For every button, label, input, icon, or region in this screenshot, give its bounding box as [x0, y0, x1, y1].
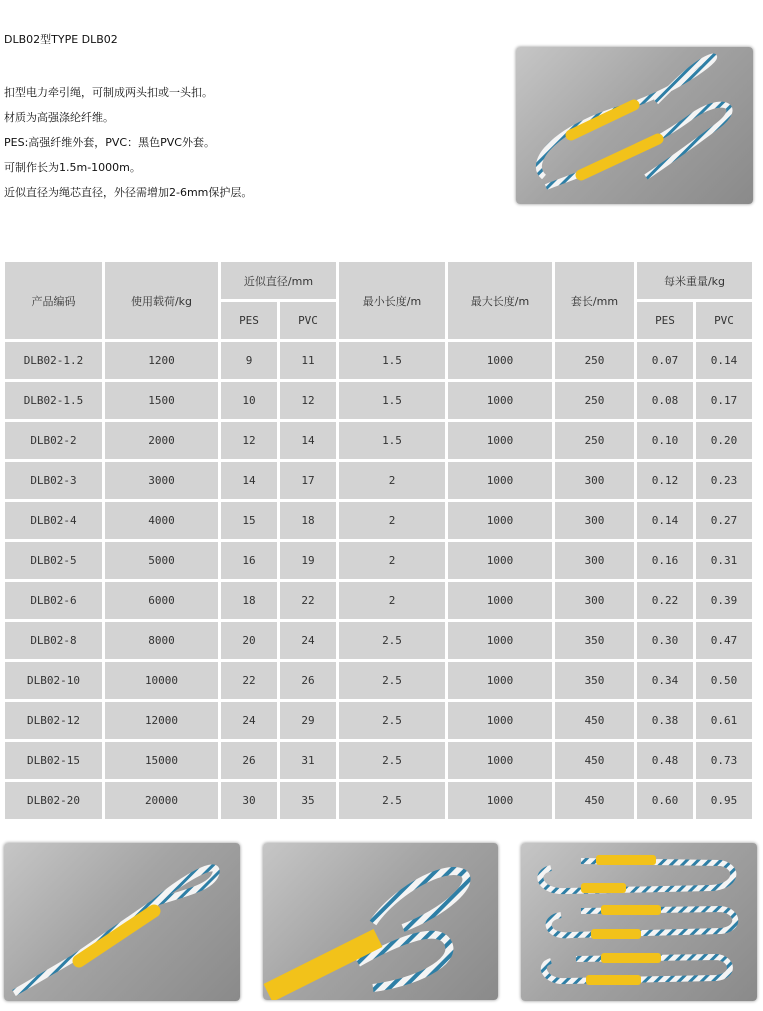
bottom-right-rope-photo: [521, 843, 757, 1001]
cell-dia-pvc: 26: [280, 662, 336, 699]
header-diameter-pes: PES: [221, 302, 277, 339]
cell-code: DLB02-2: [5, 422, 102, 459]
cell-weight-pvc: 0.39: [696, 582, 752, 619]
cell-load: 6000: [105, 582, 218, 619]
intro-line: 扣型电力牵引绳，可制成两头扣或一头扣。: [4, 86, 213, 99]
cell-weight-pes: 0.30: [637, 622, 693, 659]
header-working-load: 使用载荷/kg: [105, 262, 218, 339]
cell-min-length: 2.5: [339, 622, 445, 659]
cell-min-length: 2: [339, 582, 445, 619]
cell-code: DLB02-5: [5, 542, 102, 579]
cell-weight-pes: 0.38: [637, 702, 693, 739]
cell-sleeve: 300: [555, 542, 634, 579]
cell-min-length: 2.5: [339, 702, 445, 739]
cell-load: 8000: [105, 622, 218, 659]
cell-dia-pvc: 35: [280, 782, 336, 819]
cell-dia-pvc: 12: [280, 382, 336, 419]
bottom-middle-rope-photo: [263, 843, 498, 1000]
cell-sleeve: 350: [555, 662, 634, 699]
table-row: [5, 422, 752, 459]
cell-sleeve: 250: [555, 342, 634, 379]
cell-load: 12000: [105, 702, 218, 739]
header-weight-per-meter: 每米重量/kg: [637, 262, 752, 299]
cell-load: 1500: [105, 382, 218, 419]
intro-line: PES:高强纤维外套，PVC：黑色PVC外套。: [4, 136, 215, 149]
top-right-rope-photo: [516, 47, 753, 204]
cell-dia-pes: 26: [221, 742, 277, 779]
header-sleeve-length: 套长/mm: [555, 262, 634, 339]
cell-max-length: 1000: [448, 382, 552, 419]
cell-min-length: 2: [339, 462, 445, 499]
cell-weight-pes: 0.07: [637, 342, 693, 379]
cell-weight-pvc: 0.20: [696, 422, 752, 459]
cell-load: 1200: [105, 342, 218, 379]
cell-dia-pes: 10: [221, 382, 277, 419]
intro-line: 近似直径为绳芯直径，外径需增加2-6mm保护层。: [4, 186, 253, 199]
intro-line: 可制作长为1.5m-1000m。: [4, 161, 141, 174]
cell-code: DLB02-8: [5, 622, 102, 659]
cell-weight-pes: 0.16: [637, 542, 693, 579]
cell-code: DLB02-1.5: [5, 382, 102, 419]
cell-max-length: 1000: [448, 582, 552, 619]
cell-sleeve: 450: [555, 702, 634, 739]
cell-weight-pvc: 0.61: [696, 702, 752, 739]
cell-weight-pvc: 0.23: [696, 462, 752, 499]
header-min-length: 最小长度/m: [339, 262, 445, 339]
cell-dia-pvc: 31: [280, 742, 336, 779]
table-row: [5, 462, 752, 499]
cell-weight-pes: 0.22: [637, 582, 693, 619]
table-body: [5, 342, 752, 819]
cell-min-length: 2: [339, 502, 445, 539]
cell-dia-pvc: 22: [280, 582, 336, 619]
cell-load: 3000: [105, 462, 218, 499]
cell-sleeve: 250: [555, 382, 634, 419]
cell-load: 2000: [105, 422, 218, 459]
cell-dia-pvc: 11: [280, 342, 336, 379]
cell-max-length: 1000: [448, 502, 552, 539]
cell-load: 20000: [105, 782, 218, 819]
header-product-code: 产品编码: [5, 262, 102, 339]
cell-code: DLB02-3: [5, 462, 102, 499]
cell-code: DLB02-12: [5, 702, 102, 739]
cell-load: 5000: [105, 542, 218, 579]
cell-min-length: 2.5: [339, 782, 445, 819]
cell-weight-pes: 0.34: [637, 662, 693, 699]
intro-text: [4, 80, 504, 205]
cell-dia-pes: 24: [221, 702, 277, 739]
cell-weight-pvc: 0.50: [696, 662, 752, 699]
table-row: [5, 582, 752, 619]
cell-load: 10000: [105, 662, 218, 699]
cell-code: DLB02-4: [5, 502, 102, 539]
cell-sleeve: 300: [555, 502, 634, 539]
table-row: [5, 542, 752, 579]
cell-sleeve: 450: [555, 742, 634, 779]
cell-code: DLB02-20: [5, 782, 102, 819]
table-row: [5, 742, 752, 779]
cell-dia-pvc: 24: [280, 622, 336, 659]
cell-weight-pes: 0.14: [637, 502, 693, 539]
header-diameter: 近似直径/mm: [221, 262, 336, 299]
cell-min-length: 2: [339, 542, 445, 579]
cell-dia-pes: 18: [221, 582, 277, 619]
cell-max-length: 1000: [448, 742, 552, 779]
cell-weight-pes: 0.08: [637, 382, 693, 419]
cell-max-length: 1000: [448, 542, 552, 579]
cell-weight-pvc: 0.95: [696, 782, 752, 819]
cell-code: DLB02-6: [5, 582, 102, 619]
cell-dia-pvc: 17: [280, 462, 336, 499]
cell-max-length: 1000: [448, 782, 552, 819]
spec-table: [2, 259, 755, 822]
table-row: [5, 662, 752, 699]
cell-min-length: 2.5: [339, 742, 445, 779]
cell-load: 15000: [105, 742, 218, 779]
page-title: DLB02型TYPE DLB02: [4, 33, 118, 46]
cell-dia-pes: 30: [221, 782, 277, 819]
table-row: [5, 382, 752, 419]
cell-max-length: 1000: [448, 422, 552, 459]
cell-dia-pes: 20: [221, 622, 277, 659]
cell-max-length: 1000: [448, 342, 552, 379]
cell-weight-pvc: 0.27: [696, 502, 752, 539]
cell-weight-pvc: 0.47: [696, 622, 752, 659]
header-max-length: 最大长度/m: [448, 262, 552, 339]
cell-dia-pes: 16: [221, 542, 277, 579]
cell-weight-pvc: 0.31: [696, 542, 752, 579]
cell-min-length: 1.5: [339, 382, 445, 419]
bottom-left-rope-photo: [4, 843, 240, 1001]
cell-weight-pvc: 0.73: [696, 742, 752, 779]
cell-code: DLB02-15: [5, 742, 102, 779]
cell-code: DLB02-1.2: [5, 342, 102, 379]
cell-dia-pes: 12: [221, 422, 277, 459]
header-diameter-pvc: PVC: [280, 302, 336, 339]
cell-weight-pes: 0.10: [637, 422, 693, 459]
cell-weight-pes: 0.12: [637, 462, 693, 499]
cell-weight-pvc: 0.17: [696, 382, 752, 419]
cell-sleeve: 350: [555, 622, 634, 659]
cell-dia-pes: 22: [221, 662, 277, 699]
cell-dia-pvc: 19: [280, 542, 336, 579]
cell-sleeve: 250: [555, 422, 634, 459]
cell-weight-pes: 0.48: [637, 742, 693, 779]
table-row: [5, 622, 752, 659]
cell-weight-pes: 0.60: [637, 782, 693, 819]
cell-min-length: 1.5: [339, 422, 445, 459]
cell-dia-pes: 15: [221, 502, 277, 539]
table-row: [5, 502, 752, 539]
cell-max-length: 1000: [448, 702, 552, 739]
cell-dia-pes: 9: [221, 342, 277, 379]
cell-max-length: 1000: [448, 662, 552, 699]
cell-max-length: 1000: [448, 462, 552, 499]
intro-line: 材质为高强涤纶纤维。: [4, 111, 114, 124]
cell-dia-pes: 14: [221, 462, 277, 499]
cell-dia-pvc: 14: [280, 422, 336, 459]
cell-sleeve: 450: [555, 782, 634, 819]
cell-code: DLB02-10: [5, 662, 102, 699]
table-row: [5, 782, 752, 819]
cell-dia-pvc: 18: [280, 502, 336, 539]
cell-sleeve: 300: [555, 462, 634, 499]
cell-max-length: 1000: [448, 622, 552, 659]
cell-sleeve: 300: [555, 582, 634, 619]
cell-min-length: 2.5: [339, 662, 445, 699]
table-row: [5, 702, 752, 739]
header-weight-pes: PES: [637, 302, 693, 339]
header-weight-pvc: PVC: [696, 302, 752, 339]
cell-dia-pvc: 29: [280, 702, 336, 739]
cell-min-length: 1.5: [339, 342, 445, 379]
cell-load: 4000: [105, 502, 218, 539]
cell-weight-pvc: 0.14: [696, 342, 752, 379]
table-row: [5, 342, 752, 379]
